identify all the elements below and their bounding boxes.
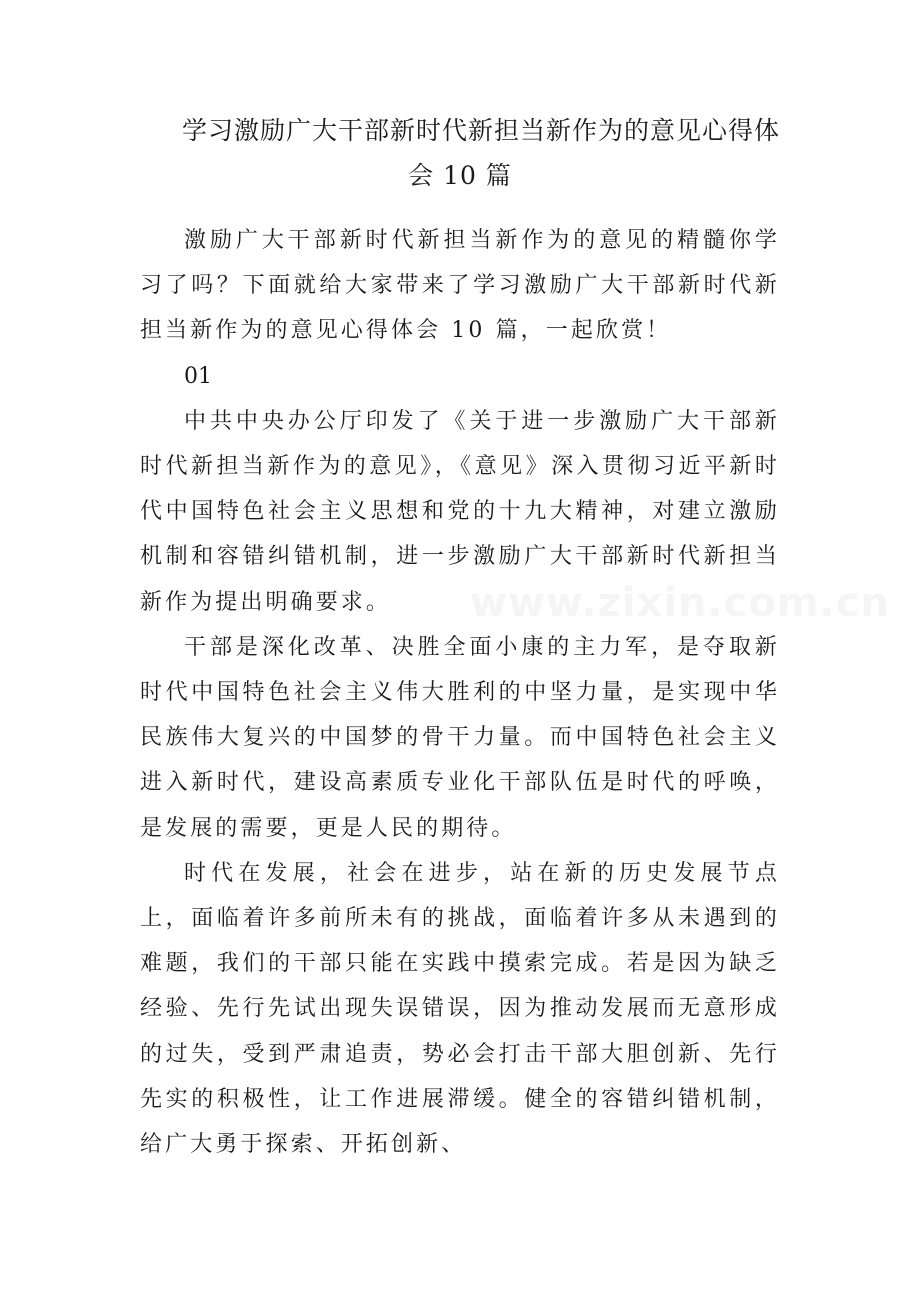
title-line-1: 学习激励广大干部新时代新担当新作为的意见心得体 bbox=[181, 116, 780, 145]
intro-paragraph: 激励广大干部新时代新担当新作为的意见的精髓你学习了吗？下面就给大家带来了学习激励广大干部新时代新担当新作为的意见心得体会 10 篇，一起欣赏！ bbox=[140, 228, 780, 344]
watermark: www.zixin.com.cn bbox=[470, 580, 890, 626]
body-paragraph: 干部是深化改革、决胜全面小康的主力军，是夺取新时代中国特色社会主义伟大胜利的中坚力量，是实现中华民族伟大复兴的中国梦的骨干力量。而中国特色社会主义进入新时代，建设高素质专业化干部队伍是时代的呼唤，是发展的需要，更是人民的期待。 bbox=[140, 634, 780, 841]
body-paragraph: 中共中央办公厅印发了《关于进一步激励广大干部新时代新担当新作为的意见》，《意见》深入贯彻习近平新时代中国特色社会主义思想和党的十九大精神，对建立激励机制和容错纠错机制，进一步激励广大干部新时代新担当新作为提出明确要求。 bbox=[140, 408, 780, 615]
body-paragraph: 时代在发展，社会在进步，站在新的历史发展节点上，面临着许多前所未有的挑战，面临着许多从未遇到的难题，我们的干部只能在实践中摸索完成。若是因为缺乏经验、先行先试出现失误错误，因为推动发展而无意形成的过失，受到严肃追责，势必会打击干部大胆创新、先行先实的积极性，让工作进展滞缓。健全的容错纠错机制，给广大勇于探索、开拓创新、 bbox=[140, 860, 780, 1158]
document-body bbox=[140, 218, 780, 1167]
document-title bbox=[140, 108, 780, 198]
section-number: 01 bbox=[184, 363, 212, 389]
title-line-2: 会 10 篇 bbox=[408, 161, 512, 190]
